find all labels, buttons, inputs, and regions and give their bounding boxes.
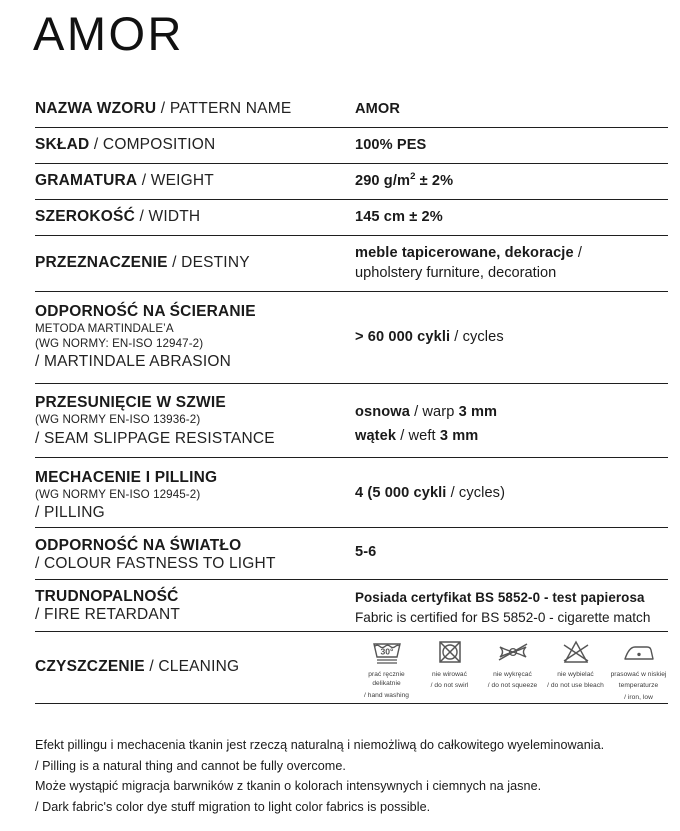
value-text: 4 (5 000 cykli [355, 485, 447, 501]
row-label [35, 658, 352, 676]
care-caption-pl: nie wybielać [557, 670, 594, 678]
label-sep: / [156, 100, 170, 118]
iron-low-temperature-icon [607, 637, 670, 668]
label-en: CLEANING [158, 658, 240, 676]
care-caption-en: / do not swirl [430, 682, 469, 690]
value-line2: Fabric is certified for BS 5852-0 - cigarette match [355, 610, 651, 626]
label-en: / COLOUR FASTNESS TO LIGHT [35, 555, 276, 573]
label-sep: / [134, 208, 149, 226]
label-standard-method: METODA MARTINDALE’A [35, 322, 174, 336]
row-label [35, 136, 352, 154]
do-not-swirl-icon [418, 637, 481, 668]
care-caption-en: / hand washing [363, 691, 410, 699]
label-pl: SKŁAD [35, 136, 90, 154]
table-row-weight [35, 164, 668, 200]
row-value [352, 384, 668, 446]
do-not-squeeze-icon [481, 637, 544, 668]
label-pl: ODPORNOŚĆ NA ŚWIATŁO [35, 537, 242, 554]
value-line1: meble tapicerowane, dekoracje [355, 244, 574, 261]
label-pl: TRUDNOPALNOŚĆ [35, 588, 179, 605]
label-pl: PRZESUNIĘCIE W SZWIE [35, 394, 226, 411]
value-text: 145 cm ± 2% [355, 208, 443, 225]
table-row-abrasion [35, 292, 668, 384]
table-row-colour-fastness [35, 528, 668, 580]
label-en: / PILLING [35, 504, 105, 522]
label-en: PATTERN NAME [169, 100, 292, 118]
svg-text:30°: 30° [380, 646, 393, 657]
label-pl: CZYSZCZENIE [35, 658, 145, 676]
row-label [35, 254, 352, 272]
do-not-bleach-icon [544, 637, 607, 668]
page-title: AMOR [33, 7, 184, 60]
row-label [35, 580, 352, 625]
label-standard-code: (WG NORMY EN-ISO 12945-2) [35, 488, 201, 502]
row-label [35, 458, 352, 523]
care-symbol-hand-washing [355, 637, 418, 703]
value-line2: upholstery furniture, decoration [355, 264, 557, 281]
label-standard-code: (WG NORMY EN-ISO 13936-2) [35, 413, 201, 427]
value-line1: Posiada certyfikat BS 5852-0 - test papierosa [355, 590, 645, 605]
row-value [352, 208, 668, 228]
specification-table [35, 92, 668, 704]
care-caption-pl2: temperaturze [618, 682, 659, 690]
footer-line-1: Efekt pillingu i mechacenia tkanin jest rzeczą naturalną i niemożliwą do całkowitego wyeleminowania. [35, 738, 605, 752]
care-symbol-do-not-bleach [544, 637, 607, 703]
care-caption-pl: prasować w niskiej [610, 670, 667, 678]
value-text: AMOR [355, 100, 400, 117]
care-caption-en: / iron, low [624, 693, 653, 701]
table-row-destiny [35, 236, 668, 292]
label-sep: / [167, 254, 182, 272]
row-label [35, 292, 352, 372]
label-en: WEIGHT [150, 172, 214, 190]
care-symbol-do-not-swirl [418, 637, 481, 703]
care-caption-pl: nie wykręcać [493, 670, 532, 678]
table-row-width [35, 200, 668, 236]
label-en: / FIRE RETARDANT [35, 606, 181, 624]
row-value [352, 580, 668, 627]
value-superscript: 2 [410, 170, 416, 182]
label-pl: SZEROKOŚĆ [35, 208, 135, 226]
row-label [35, 100, 352, 118]
value-weft-en: / weft [396, 427, 440, 444]
label-standard-code: (WG NORMY: EN-ISO 12947-2) [35, 337, 204, 351]
table-row-composition [35, 128, 668, 164]
label-pl: PRZEZNACZENIE [35, 254, 168, 272]
row-value [352, 633, 670, 703]
label-sep: / [89, 136, 103, 154]
care-caption-en: / do not use bleach [547, 682, 604, 690]
value-text-en: / cycles) [446, 485, 506, 501]
table-row-pattern-name [35, 92, 668, 128]
label-en: / SEAM SLIPPAGE RESISTANCE [35, 430, 275, 448]
label-en: WIDTH [148, 208, 201, 226]
row-label [35, 208, 352, 226]
row-value [352, 244, 668, 283]
table-row-seam-slippage [35, 384, 668, 458]
care-caption-pl: prać ręcznie delikatnie [368, 670, 405, 688]
footer-notes [35, 735, 670, 817]
label-pl: NAZWA WZORU [35, 100, 157, 118]
row-value [352, 136, 668, 156]
value-text-en: / cycles [450, 329, 504, 345]
care-caption-pl: nie wirować [432, 670, 467, 678]
label-sep: / [137, 172, 151, 190]
row-value [352, 172, 668, 192]
table-row-fire-retardant [35, 580, 668, 632]
row-label [35, 172, 352, 190]
label-en: COMPOSITION [102, 136, 216, 154]
footer-line-3: Może wystąpić migracja barwników z tkanin o kolorach intensywnych i ciemnych na jasne. [35, 779, 542, 794]
row-value [352, 100, 668, 120]
value-text: > 60 000 cykli [355, 329, 451, 345]
value-line1-sep: / [573, 244, 582, 261]
label-en: / MARTINDALE ABRASION [35, 353, 231, 371]
value-warp-number: 3 mm [458, 404, 498, 420]
care-symbol-do-not-squeeze [481, 637, 544, 703]
footer-line-2: / Pilling is a natural thing and cannot be fully overcome. [35, 758, 346, 773]
value-text-tail: ± 2% [415, 172, 454, 189]
value-text: 100% PES [355, 136, 427, 153]
footer-line-4: / Dark fabric's color dye stuff migration to light color fabrics is possible. [35, 799, 431, 814]
label-pl: GRAMATURA [35, 172, 138, 190]
row-value [352, 292, 668, 348]
row-label [35, 528, 352, 574]
care-symbol-iron-low [607, 637, 670, 703]
label-pl: MECHACENIE I PILLING [35, 469, 218, 486]
wash-tub-30-delicate-icon [355, 637, 418, 668]
label-pl: ODPORNOŚĆ NA ŚCIERANIE [35, 303, 256, 320]
care-caption-en: / do not squeeze [487, 682, 538, 690]
row-value [352, 528, 668, 563]
value-weft-label: wątek [355, 427, 397, 444]
row-label [35, 384, 352, 449]
value-warp-en: / warp [409, 404, 459, 420]
value-text: 290 g/m [355, 172, 411, 189]
table-row-cleaning [35, 632, 668, 704]
table-row-pilling [35, 458, 668, 528]
value-warp-label: osnowa [355, 404, 410, 420]
value-text: 5-6 [355, 544, 377, 560]
care-symbols-group [355, 633, 670, 703]
value-weft-number: 3 mm [439, 427, 479, 444]
row-value [352, 458, 668, 504]
label-sep: / [144, 658, 159, 676]
label-en: DESTINY [181, 254, 250, 272]
